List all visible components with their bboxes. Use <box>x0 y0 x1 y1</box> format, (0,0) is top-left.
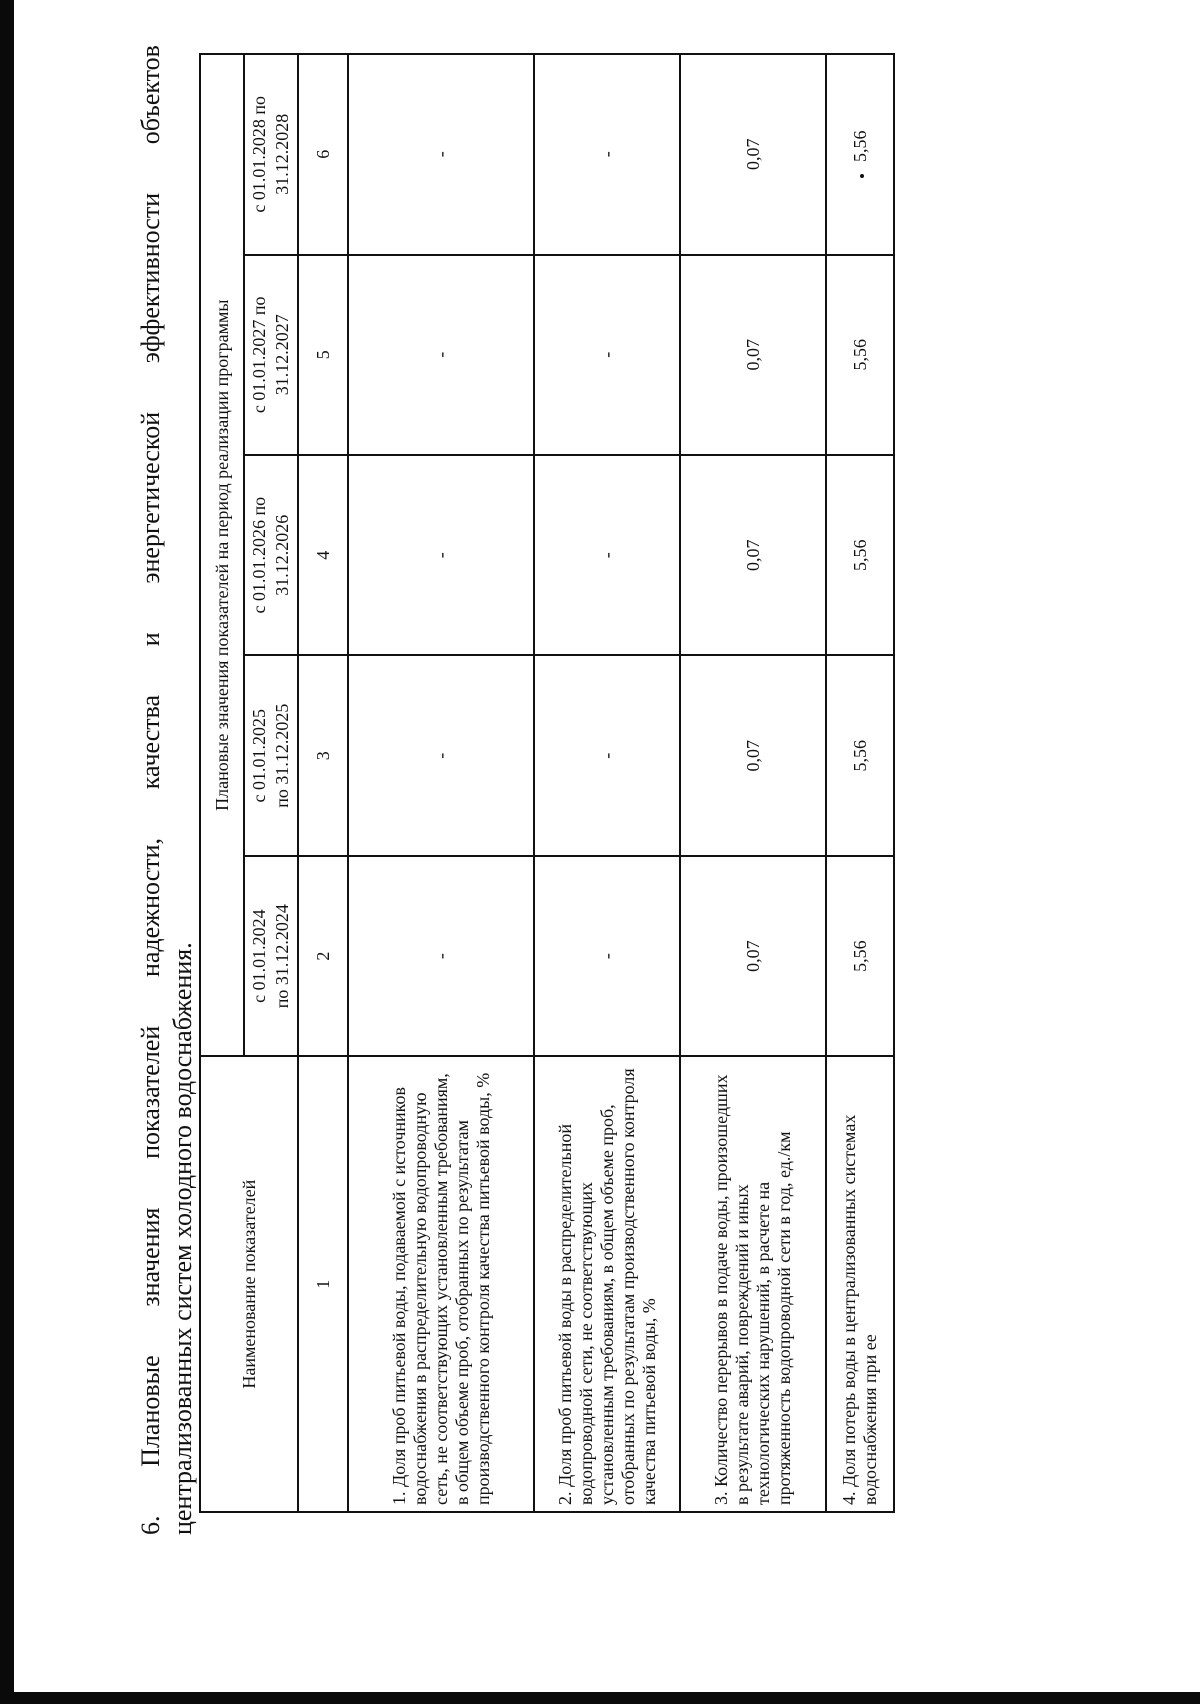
heading-word: 6. <box>136 1515 165 1535</box>
indicator-name: 3. Количество перерывов в подаче воды, произошедших в результате аварий, повреждений и иных технологических нарушений, в расчете на протяженность водопроводной сети в год, ед./км <box>680 1056 826 1512</box>
indicator-value: 5,56 <box>826 655 894 855</box>
column-number: 2 <box>298 856 348 1056</box>
heading-word: качества <box>136 694 165 790</box>
table-row <box>534 54 680 1512</box>
indicator-value: - <box>534 856 680 1056</box>
period-group-header: Плановые значения показателей на период реализации программы <box>200 54 244 1056</box>
column-number: 4 <box>298 455 348 655</box>
heading-word: объектов <box>136 45 165 145</box>
indicator-value: - <box>348 54 534 255</box>
table-row <box>348 54 534 1512</box>
indicator-value: 5,56 <box>826 455 894 655</box>
table-header-row <box>200 54 244 1512</box>
heading-word: показателей <box>136 1025 165 1159</box>
indicator-value: - <box>534 655 680 855</box>
indicator-value: - <box>348 255 534 455</box>
scan-edge-left <box>0 0 14 1704</box>
indicator-value: - <box>348 455 534 655</box>
section-heading <box>135 45 199 1535</box>
heading-word: и <box>136 632 165 647</box>
indicator-name: 4. Доля потерь воды в централизованных системах водоснабжения при ее <box>826 1056 894 1512</box>
table-row <box>680 54 826 1512</box>
column-number: 5 <box>298 255 348 455</box>
indicator-value: 0,07 <box>680 655 826 855</box>
period-header-2025: с 01.01.2025 по 31.12.2025 <box>244 655 298 855</box>
heading-line-1 <box>135 45 167 1535</box>
scan-speck <box>860 174 864 178</box>
column-number: 3 <box>298 655 348 855</box>
indicators-table <box>199 53 895 1513</box>
scan-edge-bottom <box>0 1692 1200 1704</box>
indicator-value: 5,56 <box>826 54 894 255</box>
indicator-value: 0,07 <box>680 54 826 255</box>
heading-word: значения <box>136 1207 165 1307</box>
indicator-value: 0,07 <box>680 856 826 1056</box>
period-header-2027: с 01.01.2027 по 31.12.2027 <box>244 255 298 455</box>
column-number-row <box>298 54 348 1512</box>
column-number: 6 <box>298 54 348 255</box>
heading-word: Плановые <box>136 1355 165 1467</box>
indicator-name: 1. Доля проб питьевой воды, подаваемой с источников водоснабжения в распределительную водопроводную сеть, не соответствующих установленным требованиям, в общем объеме проб, отобранных по результатам производственного контроля качества питьевой воды, % <box>348 1056 534 1512</box>
indicator-value: - <box>534 455 680 655</box>
rotated-document-page <box>135 45 1175 1535</box>
indicator-value: 5,56 <box>826 255 894 455</box>
period-header-2028: с 01.01.2028 по 31.12.2028 <box>244 54 298 255</box>
indicator-value: 0,07 <box>680 455 826 655</box>
period-header-2024: с 01.01.2024 по 31.12.2024 <box>244 856 298 1056</box>
indicator-value: - <box>348 856 534 1056</box>
indicator-name: 2. Доля проб питьевой воды в распределительной водопроводной сети, не соответствующих установленным требованиям, в общем объеме проб, отобранных по результатам производственного контроля качества питьевой воды, % <box>534 1056 680 1512</box>
heading-line-2: централизованных систем холодного водоснабжения. <box>168 942 197 1535</box>
indicator-value: - <box>534 255 680 455</box>
indicator-value: - <box>534 54 680 255</box>
column-number: 1 <box>298 1056 348 1512</box>
indicator-value: 0,07 <box>680 255 826 455</box>
name-column-header: Наименование показателей <box>200 1056 298 1512</box>
table-row <box>826 54 894 1512</box>
indicator-value: 5,56 <box>826 856 894 1056</box>
heading-word: эффективности <box>136 192 165 364</box>
indicator-value: - <box>348 655 534 855</box>
heading-word: энергетической <box>136 411 165 584</box>
period-header-2026: с 01.01.2026 по 31.12.2026 <box>244 455 298 655</box>
heading-word: надежности, <box>136 837 165 978</box>
